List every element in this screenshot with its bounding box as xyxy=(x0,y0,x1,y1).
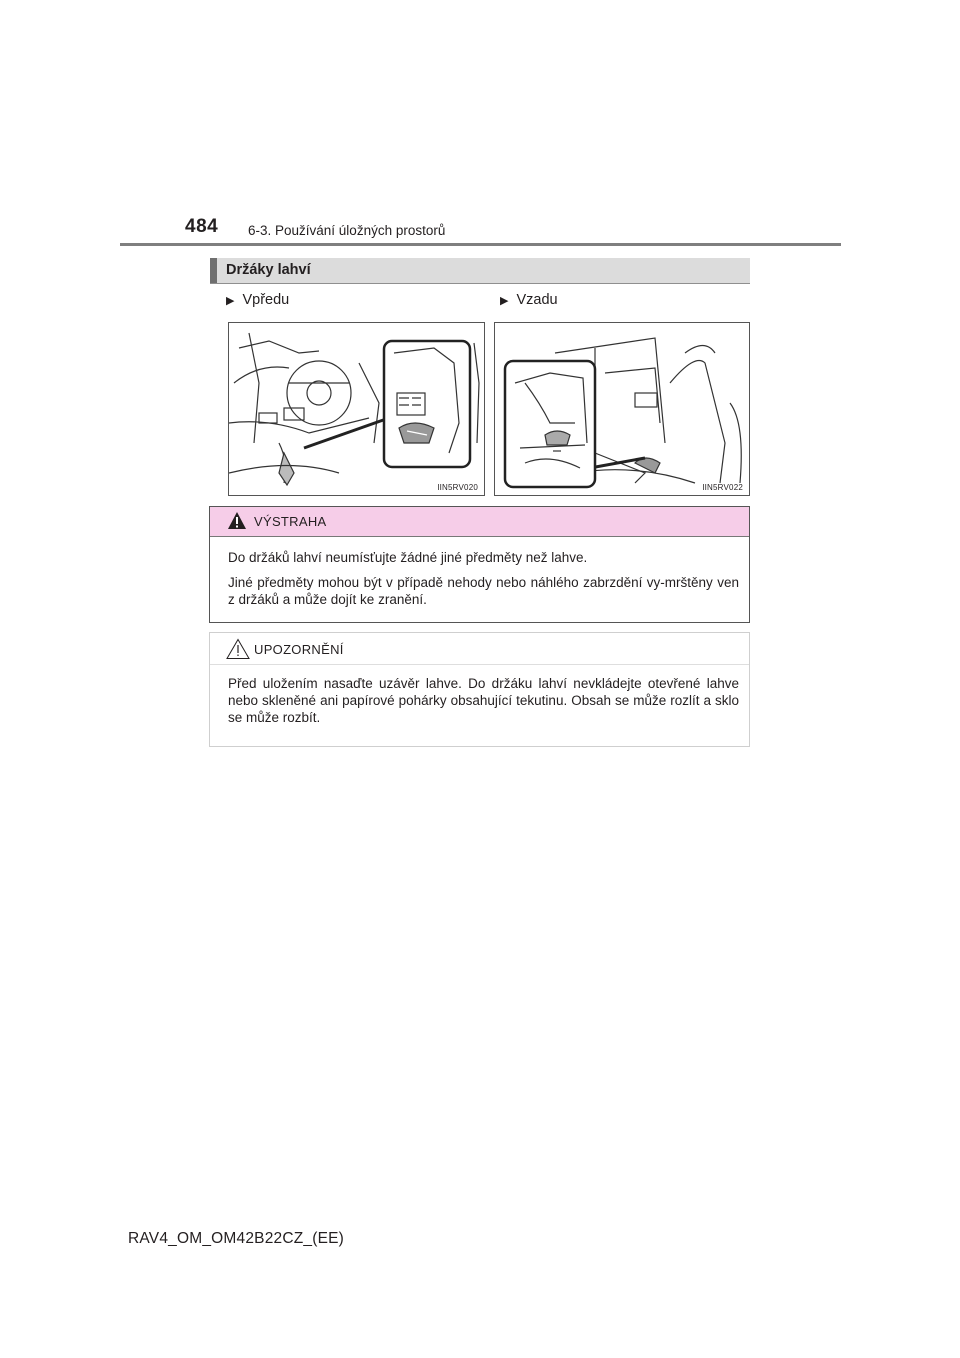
caution-triangle-icon xyxy=(226,638,250,660)
warning-header xyxy=(210,507,749,537)
page-number: 484 xyxy=(185,216,219,237)
notice-text xyxy=(228,675,739,734)
warning-triangle-icon xyxy=(227,511,247,531)
warning-label: VÝSTRAHA xyxy=(254,514,327,529)
triangle-bullet-icon: ▶ xyxy=(226,294,235,307)
notice-paragraph: Před uložením nasaďte uzávěr lahve. Do držáku lahví nevkládejte otevřené lahve nebo skleněné ani papírové pohárky obsahující tekutinu. Obsah se může rozlít a sklo se může rozbít. xyxy=(228,676,739,725)
section-heading-bar xyxy=(210,258,750,284)
rear-bottle-holder-illustration xyxy=(494,322,750,496)
warning-paragraph: Jiné předměty mohou být v případě nehody nebo náhlého zabrzdění vy-mrštěny ven z držáků a může dojít ke zranění. xyxy=(228,575,739,607)
section-accent xyxy=(210,258,217,283)
warning-paragraph: Do držáků lahví neumísťujte žádné jiné předměty než lahve. xyxy=(228,550,588,565)
header-divider xyxy=(120,243,841,246)
front-label xyxy=(226,292,289,308)
notice-label: UPOZORNĚNÍ xyxy=(254,642,344,657)
warning-text xyxy=(228,549,739,616)
section-title: Držáky lahví xyxy=(226,262,311,278)
rear-figure-code: IIN5RV022 xyxy=(702,483,743,492)
rear-label-text: Vzadu xyxy=(516,292,558,308)
chapter-title: 6-3. Používání úložných prostorů xyxy=(248,223,446,238)
front-label-text: Vpředu xyxy=(242,292,290,308)
notice-box xyxy=(209,632,750,747)
rear-label xyxy=(500,292,558,308)
document-id: RAV4_OM_OM42B22CZ_(EE) xyxy=(128,1230,345,1247)
notice-header xyxy=(210,633,749,665)
front-bottle-holder-illustration xyxy=(228,322,485,496)
warning-box xyxy=(209,506,750,623)
front-figure-code: IIN5RV020 xyxy=(437,483,478,492)
triangle-bullet-icon: ▶ xyxy=(500,294,509,307)
